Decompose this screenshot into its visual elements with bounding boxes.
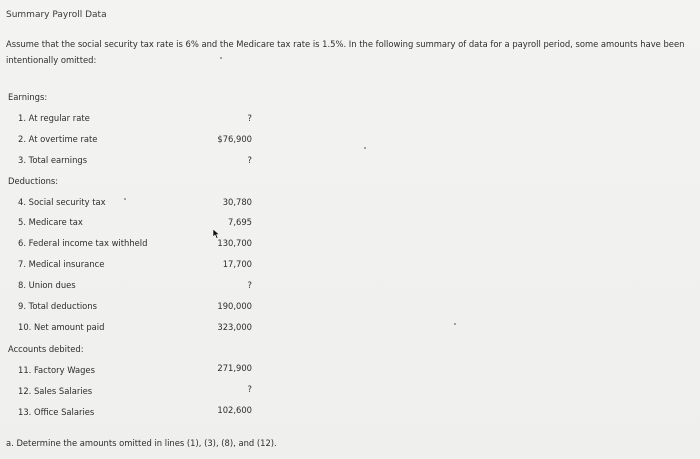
- line-value: 102,600: [217, 405, 252, 415]
- line-label: 8. Union dues: [18, 280, 76, 290]
- line-label: 1. At regular rate: [18, 113, 90, 123]
- question-a: a. Determine the amounts omitted in lines (1), (3), (8), and (12).: [6, 438, 277, 448]
- mouse-cursor-icon: [213, 229, 221, 239]
- line-value: ?: [247, 280, 252, 290]
- page-title: Summary Payroll Data: [6, 10, 107, 20]
- line-value: 30,780: [222, 197, 252, 207]
- line-label: 6. Federal income tax withheld: [18, 238, 148, 248]
- line-value: $76,900: [217, 134, 252, 144]
- speck: [364, 147, 366, 149]
- line-value: 190,000: [217, 301, 252, 311]
- line-value: 323,000: [217, 322, 252, 332]
- line-label: 12. Sales Salaries: [18, 386, 93, 396]
- line-value: 17,700: [222, 259, 252, 269]
- line-label: 10. Net amount paid: [18, 322, 105, 332]
- line-value: ?: [247, 384, 252, 394]
- line-label: 5. Medicare tax: [18, 217, 83, 227]
- speck: [454, 323, 456, 325]
- line-value: 130,700: [217, 238, 252, 248]
- line-label: 7. Medical insurance: [18, 259, 105, 269]
- line-label: 4. Social security tax: [18, 197, 106, 207]
- section-accounts-debited: Accounts debited:: [8, 344, 84, 354]
- line-value: ?: [247, 155, 252, 165]
- speck: [220, 57, 222, 59]
- line-label: 9. Total deductions: [18, 301, 97, 311]
- section-earnings: Earnings:: [8, 92, 48, 102]
- speck: [124, 198, 126, 200]
- line-label: 13. Office Salaries: [18, 407, 95, 417]
- line-value: 7,695: [228, 217, 252, 227]
- intro-paragraph: Assume that the social security tax rate is 6% and the Medicare tax rate is 1.5%. In the following summary of data for a payroll period, some amounts have been intentionally omitted:: [6, 39, 685, 65]
- line-label: 11. Factory Wages: [18, 365, 95, 375]
- line-value: ?: [247, 113, 252, 123]
- line-value: 271,900: [217, 363, 252, 373]
- section-deductions: Deductions:: [8, 176, 59, 186]
- line-label: 3. Total earnings: [18, 155, 88, 165]
- line-label: 2. At overtime rate: [18, 134, 98, 144]
